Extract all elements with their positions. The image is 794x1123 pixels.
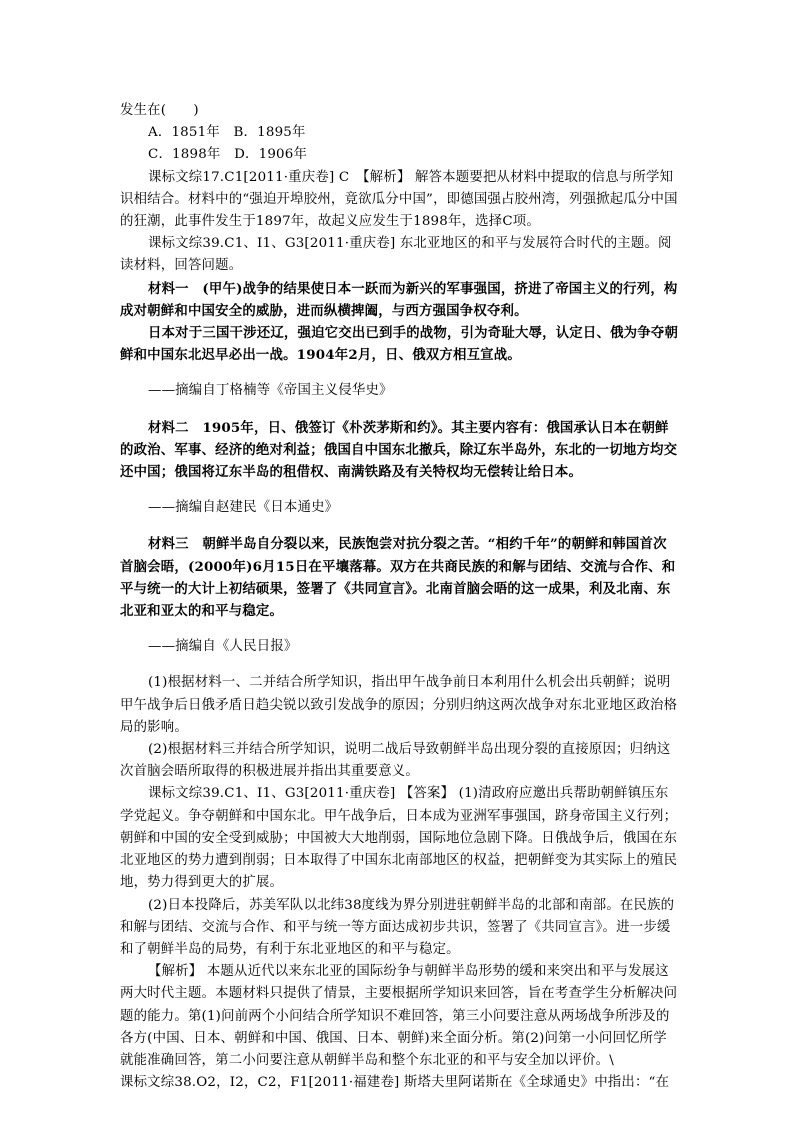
answer-17: 课标文综17.C1[2011·重庆卷] C 【解析】 解答本题要把从材料中提取的信息与所学知识相结合。材料中的“强迫开埠胶州，竟欲瓜分中国”，即德国强占胶州湾，列强掀起瓜分中国的狂潮，此事件发生于1897年，故起义应发生于1898年，选择C项。: [120, 169, 678, 230]
material-2: 材料二 1905年，日、俄签订《朴茨茅斯和约》。其主要内容有：俄国承认日本在朝鲜的政治、军事、经济的绝对利益；俄国自中国东北撤兵，除辽东半岛外，东北的一切地方均交还中国；俄国将辽东半岛的租借权、南满铁路及有关特权均无偿转让给日本。: [120, 419, 678, 481]
material-1-source: ——摘编自丁格楠等《帝国主义侵华史》: [148, 383, 393, 399]
options-row-2: C．1898年 D．1906年: [148, 147, 308, 163]
sub-question-2: (2)根据材料三并结合所学知识，说明二战后导致朝鲜半岛出现分裂的直接原因；归纳这次首脑会晤所取得的积极进展并指出其重要意义。: [120, 742, 671, 780]
answer-39-part-2: (2)日本投降后，苏美军队以北纬38度线为界分别进驻朝鲜半岛的北部和南部。在民族的和解与团结、交流与合作、和平与统一等方面达成初步共识，签署了《共同宣言》。进一步缓和了朝鲜半岛的局势，有利于东北亚地区的和平与稳定。: [120, 897, 675, 957]
question-38-header: 课标文综38.O2，I2，C2，F1[2011·福建卷] 斯塔夫里阿诺斯在《全球通史》中指出：“在: [120, 1075, 670, 1091]
answer-39-part-1: 课标文综39.C1、I1、G3[2011·重庆卷] 【答案】 (1)清政府应邀出兵帮助朝鲜镇压东学党起义。争夺朝鲜和中国东北。甲午战争后，日本成为亚洲军事强国，跻身帝国主义行列；朝鲜和中国的安全受到威胁；中国被大大地削弱，国际地位急剧下降。日俄战争后，俄国在东北亚地区的势力遭到削弱；日本取得了中国东北南部地区的权益，把朝鲜变为其实际上的殖民地，势力得到更大的扩展。: [120, 786, 678, 891]
sub-question-1: (1)根据材料一、二并结合所学知识，指出甲午战争前日本利用什么机会出兵朝鲜；说明甲午战争后日俄矛盾日趋尖锐以致引发战争的原因；分别归纳这两次战争对东北亚地区政治格局的影响。: [120, 675, 678, 735]
material-2-source: ——摘编自赵建民《日本通史》: [148, 500, 339, 516]
material-1: 材料一 (甲午)战争的结果使日本一跃而为新兴的军事强国，挤进了帝国主义的行列，构成对朝鲜和中国安全的威胁，进而纵横捭阖，与西方强国争权夺利。: [120, 280, 678, 319]
material-3: 材料三 朝鲜半岛自分裂以来，民族饱尝对抗分裂之苦。“相约千年”的朝鲜和韩国首次首脑会晤，(2000年)6月15日在平壤落幕。双方在共商民族的和解与团结、交流与合作、和平与统一的大计上初结硕果，签署了《共同宣言》。北南首脑会晤的这一成果，利及北南、东北亚和亚太的和平与稳定。: [120, 536, 676, 620]
question-stem-tail: 发生在( ): [120, 103, 199, 118]
document-page: [120, 100, 680, 1094]
options-row-1: A．1851年 B．1895年: [148, 125, 306, 141]
material-1-continued: 日本对于三国干涉还辽，强迫它交出已到手的战物，引为奇耻大辱，认定日、俄为争夺朝鲜和中国东北迟早必出一战。1904年2月，日、俄双方相互宣战。: [120, 325, 679, 364]
analysis-39: 【解析】 本题从近代以来东北亚的国际纷争与朝鲜半岛形势的缓和来突出和平与发展这两大时代主题。本题材料只提供了情景，主要根据所学知识来回答，旨在考查学生分析解决问题的能力。第(1)问前两个小问结合所学知识不难回答，第三小问要注意从两场战争所涉及的各方(中国、日本、朝鲜和中国、俄国、日本、朝鲜)来全面分析。第(2)问第一小问回忆所学就能准确回答，第二小问要注意从朝鲜半岛和整个东北亚的和平与安全加以评价。\: [120, 964, 678, 1068]
question-39-header: 课标文综39.C1、I1、G3[2011·重庆卷] 东北亚地区的和平与发展符合时代的主题。阅读材料，回答问题。: [120, 236, 672, 274]
material-3-source: ——摘编自《人民日报》: [148, 639, 298, 655]
